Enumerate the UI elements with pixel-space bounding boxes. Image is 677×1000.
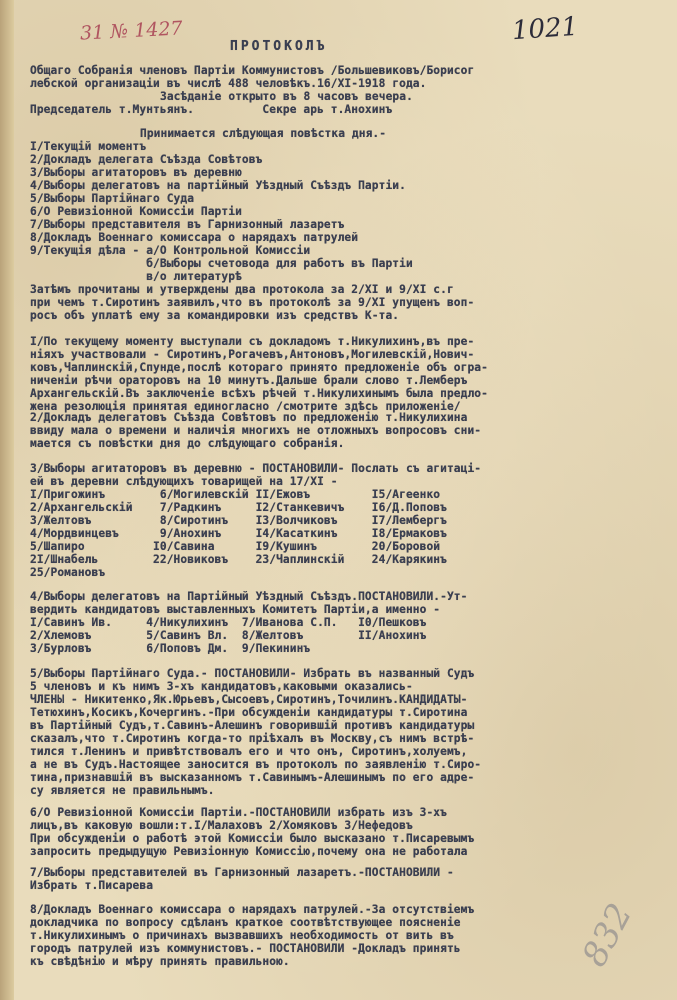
section-7-line: Избрать т.Писарева bbox=[30, 879, 154, 892]
agenda-item: 2/Докладъ делегата Съѣзда Совѣтовъ bbox=[30, 153, 263, 166]
agitators-row: 25/Романовъ bbox=[30, 566, 106, 579]
section-5-line: су является не правильнымъ. bbox=[30, 784, 215, 797]
pencil-margin-mark: 832 bbox=[574, 896, 641, 974]
delegates-row: 2/Хлемовъ 5/Савинъ Вл. 8/Желтовъ II/Анохинъ bbox=[30, 629, 427, 642]
agitators-row: I/Пригожинъ 6/Могилевскій II/Ежовъ I5/Агеенко bbox=[30, 488, 441, 501]
agenda-item: 6/О Ревизіонной Комиссіи Партіи bbox=[30, 205, 242, 218]
section-1-line: ковъ,Чаплинскій,Спунде,послѣ котораго принято предложеніе объ огра- bbox=[30, 361, 488, 374]
section-2-line: ввиду мала о времени и наличія многихъ не отложныхъ вопросовъ сни- bbox=[30, 424, 482, 437]
section-6-line: лицъ,въ каковую вошли:т.I/Малаховъ 2/Хомяковъ 3/Нефедовъ bbox=[30, 819, 413, 832]
section-3-line: ей въ деревни слѣдующихъ товарищей на 17/XI - bbox=[30, 475, 338, 488]
section-1-line: ніяхъ участвовали - Сиротинъ,Рогачевъ,Антоновъ,Могилевскій,Нович- bbox=[30, 348, 475, 361]
section-8-line: къ свѣдѣнію и мѣру принять правильною. bbox=[30, 955, 290, 968]
section-8-line: докладчика по вопросу сдѣланъ краткое соотвѣтствующее поясненіе bbox=[30, 916, 461, 929]
body-line: при чемъ т.Сиротинъ заявилъ,что въ протоколѣ за 9/XI упущенъ воп- bbox=[30, 296, 475, 309]
agenda-item: I/Текущій моментъ bbox=[30, 140, 147, 153]
section-6-line: запросить предыдущую Ревизіонную Комиссію,почему она не работала bbox=[30, 845, 468, 858]
archive-handwritten-mark: 31 № 1427 bbox=[79, 17, 184, 45]
section-8-line: т.Никулихинымъ о причинахъ вызвавшихъ необходимость от вить въ bbox=[30, 929, 454, 942]
section-5-line: 5/Выборы Партійнаго Суда.- ПОСТАНОВИЛИ- Избрать въ названный Судъ bbox=[30, 667, 475, 680]
section-5-line: Тетюхинъ,Косикъ,Кочергинъ.-При обсужденіи кандидатуры т.Сиротина bbox=[30, 706, 468, 719]
document-title: ПРОТОКОЛЪ bbox=[230, 39, 328, 54]
header-line: Общаго Собранія членовъ Партіи Коммунистовъ /Большевиковъ/Борисог bbox=[30, 64, 475, 77]
agenda-subitem: в/о литературѣ bbox=[30, 270, 242, 283]
section-5-line: тина,признавшій въ высказанномъ т.Савинымъ-Алешинымъ по его адре- bbox=[30, 771, 475, 784]
agenda-item: 3/Выборы агитаторовъ въ деревню bbox=[30, 166, 242, 179]
section-2-line: мается съ повѣстки дня до слѣдующаго собранія. bbox=[30, 437, 345, 450]
body-line: Затѣмъ прочитаны и утверждены два протокола за 2/XI и 9/XI с.г bbox=[30, 283, 454, 296]
paper-binding-edge bbox=[0, 0, 14, 1000]
section-5-line: а не въ Судъ.Настоящее заносится въ протоколъ по заявленію т.Сиро- bbox=[30, 758, 482, 771]
agenda-item: 4/Выборы делегатовъ на партійный Уѣздный Съѣздъ Партіи. bbox=[30, 179, 406, 192]
agitators-row: 2I/Шнабель 22/Новиковъ 23/Чаплинскій 24/Карякинъ bbox=[30, 553, 447, 566]
delegates-row: 3/Бурловъ 6/Поповъ Дм. 9/Пекининъ bbox=[30, 642, 311, 655]
section-2-line: 2/Докладъ делегатовъ Съѣзда Совѣтовъ по предложенію т.Никулихина bbox=[30, 411, 468, 424]
delegates-row: I/Савинъ Ив. 4/Никулихинъ 7/Иванова С.П. I0/Пешковъ bbox=[30, 616, 427, 629]
section-7-line: 7/Выборы представителей въ Гарнизонный лазаретъ.-ПОСТАНОВИЛИ - bbox=[30, 866, 454, 879]
section-5-line: 5 членовъ и къ нимъ 3-хъ кандидатовъ,каковыми оказались- bbox=[30, 680, 413, 693]
body-line: росъ объ уплатѣ ему за командировки изъ средствъ К-та. bbox=[30, 309, 400, 322]
agenda-item: 9/Текущія дѣла - а/О Контрольной Комиссіи bbox=[30, 244, 311, 257]
header-line: Председатель т.Мунтьянъ. Секре арь т.Анохинъ bbox=[30, 103, 393, 116]
section-6-line: 6/О Ревизіонной Комиссіи Партіи.-ПОСТАНОВИЛИ избрать изъ 3-хъ bbox=[30, 806, 447, 819]
agenda-subitem: б/Выборы счетовода для работъ въ Партіи bbox=[30, 257, 413, 270]
header-line: лебской организаціи въ числѣ 488 человѣкъ.16/XI-1918 года. bbox=[30, 77, 427, 90]
agitators-row: 5/Шапиро I0/Савина I9/Кушинъ 20/Боровой bbox=[30, 540, 441, 553]
section-1-line: I/По текущему моменту выступали съ докладомъ т.Никулихинъ,въ пре- bbox=[30, 335, 475, 348]
section-5-line: въ Партійный Судъ,т.Савинъ-Алешинъ говорившій противъ кандидатуры bbox=[30, 719, 475, 732]
agitators-row: 2/Архангельскій 7/Радкинъ I2/Станкевичъ I6/Д.Поповъ bbox=[30, 501, 447, 514]
section-4-line: 4/Выборы делегатовъ на Партійный Уѣздный Съѣздъ.ПОСТАНОВИЛИ.-Ут- bbox=[30, 590, 468, 603]
section-8-line: 8/Докладъ Военнаго комиссара о нарядахъ патрулей.-За отсутствіемъ bbox=[30, 903, 475, 916]
page-number-handwritten: 1021 bbox=[511, 11, 580, 47]
section-6-line: При обсужденіи о работѣ этой Комиссіи было высказано т.Писаревымъ bbox=[30, 832, 475, 845]
section-5-line: ЧЛЕНЫ - Никитенко,Як.Юрьевъ,Сысоевъ,Сиротинъ,Точилинъ.КАНДИДАТЫ- bbox=[30, 693, 468, 706]
agitators-row: 4/Мордвинцевъ 9/Анохинъ I4/Касаткинъ I8/Ермаковъ bbox=[30, 527, 447, 540]
agenda-heading: Принимается слѣдующая повѣстка дня.- bbox=[140, 127, 387, 140]
section-5-line: сказалъ,что т.Сиротинъ когда-то пріѣхалъ въ Москву,съ нимъ встрѣ- bbox=[30, 732, 475, 745]
agenda-item: 5/Выборы Партійнаго Суда bbox=[30, 192, 195, 205]
section-1-line: жена резолюція принятая единогласно /смотрите здѣсь приложеніе/ bbox=[30, 400, 461, 413]
header-line: Засѣданіе открыто въ 8 часовъ вечера. bbox=[160, 90, 413, 103]
section-8-line: городъ патрулей изъ коммунистовъ.- ПОСТАНОВИЛИ -Докладъ принять bbox=[30, 942, 461, 955]
section-3-line: 3/Выборы агитаторовъ въ деревню - ПОСТАНОВИЛИ- Послать съ агитаці- bbox=[30, 462, 482, 475]
section-1-line: Архангельскій.Въ заключеніе всѣхъ рѣчей т.Никулихинымъ была предло- bbox=[30, 387, 488, 400]
section-4-line: вердить кандидатовъ выставленныхъ Комитетъ Партіи,а именно - bbox=[30, 603, 441, 616]
section-5-line: тился т.Ленинъ и привѣтствовалъ его и что онъ, Сиротинъ,холуемъ, bbox=[30, 745, 468, 758]
agenda-item: 7/Выборы представителя въ Гарнизонный лазаретъ bbox=[30, 218, 345, 231]
agenda-item: 8/Докладъ Военнаго комиссара о нарядахъ патрулей bbox=[30, 231, 359, 244]
agitators-row: 3/Желтовъ 8/Сиротинъ I3/Волчиковъ I7/Лембергъ bbox=[30, 514, 447, 527]
section-1-line: ниченіи рѣчи ораторовъ на 10 минутъ.Дальше брали слово т.Лемберъ bbox=[30, 374, 468, 387]
protocol-document bbox=[30, 0, 670, 1000]
